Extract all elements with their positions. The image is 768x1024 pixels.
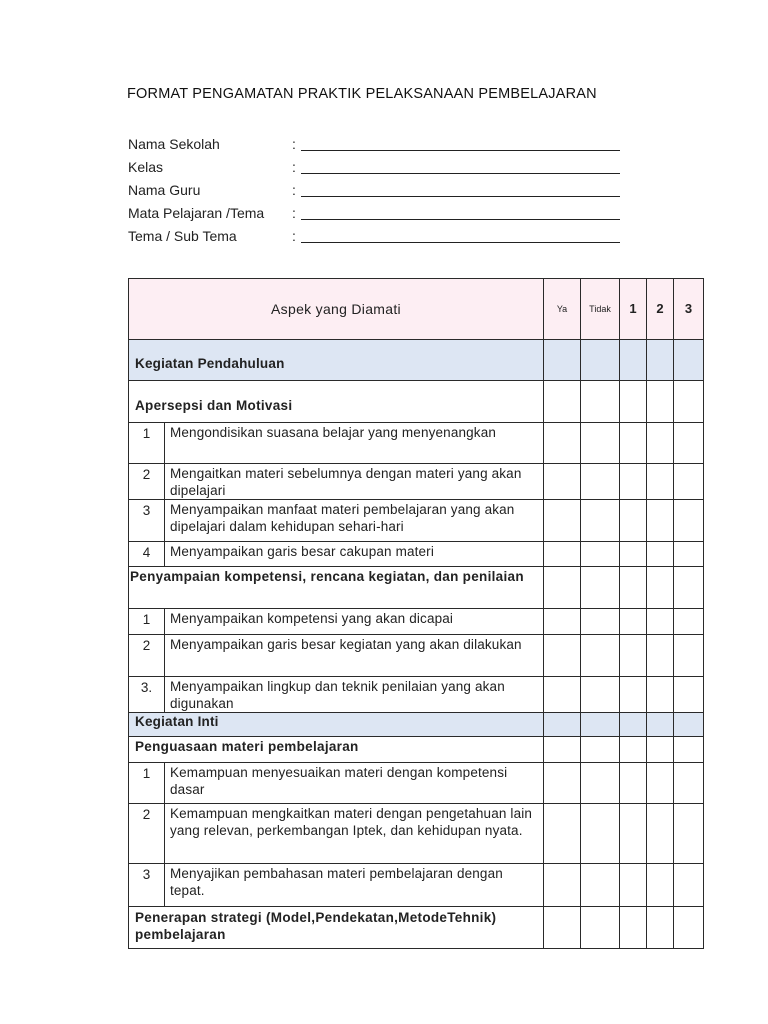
group-label: Penerapan strategi (Model,Pendekatan,MetodeTehnik) pembelajaran <box>129 907 544 949</box>
check-cell-ya[interactable] <box>544 423 581 464</box>
score-cell-1[interactable] <box>620 677 647 713</box>
table-row <box>129 542 704 567</box>
header-aspek: Aspek yang Diamati <box>129 279 544 340</box>
field-colon: : <box>292 182 296 198</box>
item-number: 1 <box>129 763 165 804</box>
identity-fields <box>128 134 628 249</box>
check-cell-ya[interactable] <box>544 713 581 737</box>
group-row-penyampaian <box>129 567 704 609</box>
score-cell-1[interactable] <box>620 423 647 464</box>
document-title: FORMAT PENGAMATAN PRAKTIK PELAKSANAAN PEMBELAJARAN <box>127 86 597 102</box>
field-label: Tema / Sub Tema <box>128 228 237 244</box>
check-cell-ya[interactable] <box>544 567 581 609</box>
check-cell-ya[interactable] <box>544 677 581 713</box>
score-cell-3[interactable] <box>674 713 704 737</box>
score-cell-1[interactable] <box>620 907 647 949</box>
section-row-pendahuluan <box>129 340 704 381</box>
check-cell-ya[interactable] <box>544 542 581 567</box>
item-text: Mengaitkan materi sebelumnya dengan materi yang akan dipelajari <box>165 464 544 500</box>
score-cell-3[interactable] <box>674 340 704 381</box>
table-row <box>129 609 704 635</box>
score-cell-3[interactable] <box>674 635 704 677</box>
score-cell-2[interactable] <box>647 864 674 907</box>
score-cell-3[interactable] <box>674 464 704 500</box>
table-row <box>129 423 704 464</box>
check-cell-ya[interactable] <box>544 804 581 864</box>
field-nama-sekolah <box>128 134 628 157</box>
table-row <box>129 763 704 804</box>
section-row-inti <box>129 713 704 737</box>
check-cell-ya[interactable] <box>544 907 581 949</box>
field-label: Nama Guru <box>128 182 201 198</box>
item-text: Menyampaikan kompetensi yang akan dicapai <box>165 609 544 635</box>
item-number: 4 <box>129 542 165 567</box>
item-text: Menyajikan pembahasan materi pembelajaran dengan tepat. <box>165 864 544 907</box>
score-cell-2[interactable] <box>647 609 674 635</box>
check-cell-ya[interactable] <box>544 763 581 804</box>
check-cell-tidak[interactable] <box>581 340 620 381</box>
check-cell-tidak[interactable] <box>581 713 620 737</box>
score-cell-3[interactable] <box>674 609 704 635</box>
score-cell-1[interactable] <box>620 864 647 907</box>
score-cell-3[interactable] <box>674 381 704 423</box>
field-colon: : <box>292 159 296 175</box>
item-number: 2 <box>129 464 165 500</box>
score-cell-2[interactable] <box>647 500 674 542</box>
score-cell-3[interactable] <box>674 864 704 907</box>
table-row <box>129 464 704 500</box>
table-row <box>129 804 704 864</box>
check-cell-tidak[interactable] <box>581 423 620 464</box>
check-cell-tidak[interactable] <box>581 677 620 713</box>
section-label: Kegiatan Inti <box>129 713 544 737</box>
check-cell-ya[interactable] <box>544 635 581 677</box>
check-cell-ya[interactable] <box>544 737 581 763</box>
score-cell-2[interactable] <box>647 713 674 737</box>
score-cell-1[interactable] <box>620 542 647 567</box>
item-number: 1 <box>129 609 165 635</box>
check-cell-tidak[interactable] <box>581 500 620 542</box>
field-blank-line[interactable] <box>301 150 620 151</box>
field-blank-line[interactable] <box>301 173 620 174</box>
observation-table <box>128 278 704 949</box>
check-cell-tidak[interactable] <box>581 464 620 500</box>
score-cell-3[interactable] <box>674 677 704 713</box>
field-blank-line[interactable] <box>301 242 620 243</box>
check-cell-tidak[interactable] <box>581 804 620 864</box>
item-number: 2 <box>129 804 165 864</box>
item-number: 3. <box>129 677 165 713</box>
score-cell-2[interactable] <box>647 567 674 609</box>
score-cell-1[interactable] <box>620 635 647 677</box>
check-cell-ya[interactable] <box>544 864 581 907</box>
field-kelas <box>128 157 628 180</box>
item-text: Menyampaikan manfaat materi pembelajaran yang akan dipelajari dalam kehidupan sehari-hari <box>165 500 544 542</box>
check-cell-tidak[interactable] <box>581 635 620 677</box>
group-row-strategi <box>129 907 704 949</box>
score-cell-2[interactable] <box>647 635 674 677</box>
item-number: 3 <box>129 864 165 907</box>
section-label: Kegiatan Pendahuluan <box>129 340 544 381</box>
score-cell-2[interactable] <box>647 763 674 804</box>
field-tema-subtema <box>128 226 628 249</box>
check-cell-ya[interactable] <box>544 381 581 423</box>
check-cell-ya[interactable] <box>544 464 581 500</box>
field-blank-line[interactable] <box>301 219 620 220</box>
item-text: Kemampuan menyesuaikan materi dengan kompetensi dasar <box>165 763 544 804</box>
table-row <box>129 864 704 907</box>
score-cell-1[interactable] <box>620 609 647 635</box>
item-number: 3 <box>129 500 165 542</box>
field-colon: : <box>292 136 296 152</box>
score-cell-3[interactable] <box>674 737 704 763</box>
score-cell-1[interactable] <box>620 763 647 804</box>
score-cell-2[interactable] <box>647 340 674 381</box>
item-text: Mengondisikan suasana belajar yang menyenangkan <box>165 423 544 464</box>
score-cell-2[interactable] <box>647 737 674 763</box>
group-row-penguasaan <box>129 737 704 763</box>
check-cell-tidak[interactable] <box>581 737 620 763</box>
header-score-1: 1 <box>620 279 647 340</box>
table-row <box>129 500 704 542</box>
item-text: Menyampaikan lingkup dan teknik penilaian yang akan digunakan <box>165 677 544 713</box>
field-label: Kelas <box>128 159 164 175</box>
field-label: Mata Pelajaran /Tema <box>128 205 265 221</box>
score-cell-1[interactable] <box>620 381 647 423</box>
item-text: Menyampaikan garis besar kegiatan yang akan dilakukan <box>165 635 544 677</box>
item-number: 2 <box>129 635 165 677</box>
check-cell-tidak[interactable] <box>581 763 620 804</box>
score-cell-1[interactable] <box>620 464 647 500</box>
score-cell-2[interactable] <box>647 542 674 567</box>
check-cell-tidak[interactable] <box>581 609 620 635</box>
score-cell-2[interactable] <box>647 677 674 713</box>
score-cell-2[interactable] <box>647 381 674 423</box>
score-cell-1[interactable] <box>620 713 647 737</box>
check-cell-ya[interactable] <box>544 340 581 381</box>
field-mata-pelajaran <box>128 203 628 226</box>
score-cell-1[interactable] <box>620 737 647 763</box>
score-cell-2[interactable] <box>647 423 674 464</box>
score-cell-3[interactable] <box>674 423 704 464</box>
check-cell-tidak[interactable] <box>581 864 620 907</box>
check-cell-ya[interactable] <box>544 500 581 542</box>
header-ya: Ya <box>544 279 581 340</box>
score-cell-3[interactable] <box>674 907 704 949</box>
check-cell-tidak[interactable] <box>581 381 620 423</box>
table-header-row <box>129 279 704 340</box>
item-text: Kemampuan mengkaitkan materi dengan pengetahuan lain yang relevan, perkembangan Iptek, dan kehidupan nyata. <box>165 804 544 864</box>
score-cell-1[interactable] <box>620 567 647 609</box>
score-cell-1[interactable] <box>620 804 647 864</box>
group-label: Apersepsi dan Motivasi <box>129 381 544 423</box>
field-blank-line[interactable] <box>301 196 620 197</box>
score-cell-2[interactable] <box>647 907 674 949</box>
header-tidak: Tidak <box>581 279 620 340</box>
check-cell-tidak[interactable] <box>581 907 620 949</box>
field-nama-guru <box>128 180 628 203</box>
score-cell-1[interactable] <box>620 500 647 542</box>
score-cell-3[interactable] <box>674 542 704 567</box>
item-text: Menyampaikan garis besar cakupan materi <box>165 542 544 567</box>
score-cell-3[interactable] <box>674 567 704 609</box>
score-cell-1[interactable] <box>620 340 647 381</box>
check-cell-ya[interactable] <box>544 609 581 635</box>
score-cell-3[interactable] <box>674 804 704 864</box>
item-number: 1 <box>129 423 165 464</box>
score-cell-2[interactable] <box>647 464 674 500</box>
field-label: Nama Sekolah <box>128 136 220 152</box>
field-colon: : <box>292 228 296 244</box>
header-score-3: 3 <box>674 279 704 340</box>
group-row-apersepsi <box>129 381 704 423</box>
group-label: Penguasaan materi pembelajaran <box>129 737 544 763</box>
check-cell-tidak[interactable] <box>581 542 620 567</box>
score-cell-3[interactable] <box>674 500 704 542</box>
group-label: Penyampaian kompetensi, rencana kegiatan, dan penilaian <box>129 567 544 609</box>
field-colon: : <box>292 205 296 221</box>
score-cell-2[interactable] <box>647 804 674 864</box>
score-cell-3[interactable] <box>674 763 704 804</box>
table-row <box>129 635 704 677</box>
check-cell-tidak[interactable] <box>581 567 620 609</box>
header-score-2: 2 <box>647 279 674 340</box>
table-row <box>129 677 704 713</box>
